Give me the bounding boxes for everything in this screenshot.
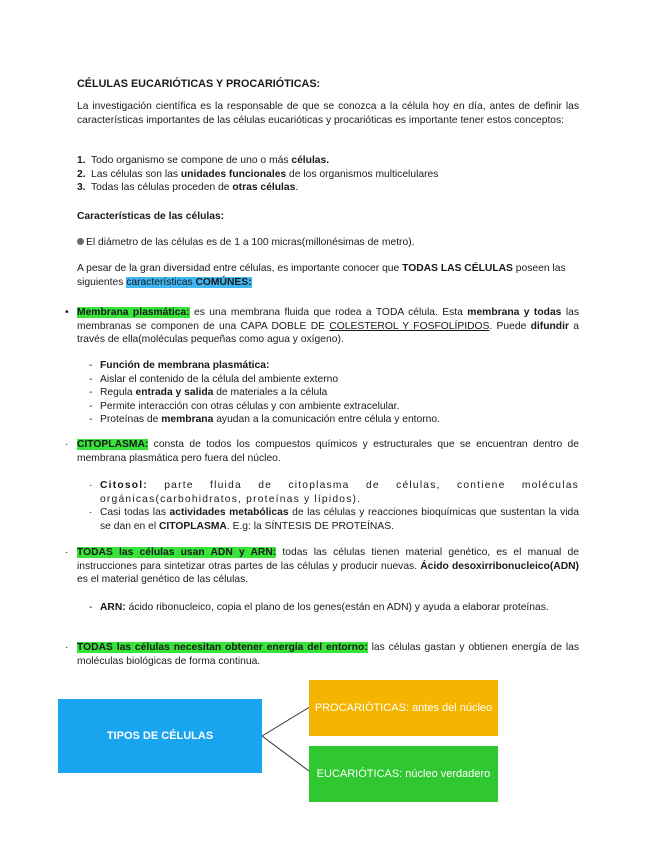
energia-section: · TODAS las células necesitan obtener energía del entorno: las células gastan y obtienen energía de las moléculas biológicas de forma continua. (65, 642, 579, 667)
highlight-blue: características COMÚNES: (126, 276, 252, 288)
prokaryotic-box: PROCARIÓTICAS: antes del núcleo (309, 680, 498, 736)
common-features-intro: A pesar de la gran diversidad entre células, es importante conocer que TODAS LAS CÉLULAS poseen las siguientes características COMÚNES: (77, 263, 566, 288)
highlight-green: Membrana plasmática: (77, 307, 190, 318)
eukaryotic-box: EUCARIÓTICAS: núcleo verdadero (309, 746, 498, 802)
highlight-green: TODAS las células usan ADN y ARN: (77, 547, 277, 558)
list-item: · Citosol: parte fluida de citoplasma de células, contiene moléculas orgánicas(carbohidratos, proteínas y lípidos). (89, 480, 579, 505)
diameter-line: El diámetro de las células es de 1 a 100 micras(millonésimas de metro). (77, 236, 415, 250)
list-item: - Regula entrada y salida de materiales a la célula (89, 387, 328, 399)
adn-section: · TODAS las células usan ADN y ARN: todas las células tienen material genético, es el manual de instrucciones para sintetizar otras partes de las células y producir nuevas. Ácido desoxirribonucleico(ADN) es el material genético de las células. (65, 547, 579, 586)
section-heading: Características de las células: (77, 211, 225, 222)
bullet-icon: · (65, 547, 69, 558)
citoplasma-section: · CITOPLASMA: consta de todos los compuestos químicos y estructurales que se encuentran dentro de membrana plasmática pero fuera del núcleo. (65, 439, 579, 464)
list-item: 1. Todo organismo se compone de uno o más células. (77, 155, 330, 166)
list-item: - Aislar el contenido de la célula del ambiente externo (89, 373, 339, 385)
bullet-icon: · (65, 439, 69, 450)
list-item: · Casi todas las actividades metabólicas de las células y reacciones bioquímicas que sustentan la vida se dan en el CITOPLASMA. E.g: la SÍNTESIS DE PROTEÍNAS. (89, 507, 579, 532)
highlight-green: CITOPLASMA: (77, 439, 149, 450)
list-item: - Permite interacción con otras células y con ambiente extracelular. (89, 400, 400, 412)
list-item: - Función de membrana plasmática: (89, 360, 270, 371)
bullet-icon: · (65, 642, 69, 653)
list-item: - ARN: ácido ribonucleico, copia el plano de los genes(están en ADN) y ayuda a elaborar proteínas. (89, 602, 549, 613)
highlight-green: TODAS las células necesitan obtener energía del entorno: (77, 642, 368, 653)
cell-types-box: TIPOS DE CÉLULAS (58, 699, 262, 773)
intro-paragraph: La investigación científica es la responsable de que se conozca a la célula hoy en día, antes de definir las características importantes de las células eucarióticas y procarióticas es importante tener estos conceptos: (77, 101, 579, 126)
page-title: CÉLULAS EUCARIÓTICAS Y PROCARIÓTICAS: (77, 78, 321, 90)
membrana-section: • Membrana plasmática: es una membrana fluida que rodea a TODA célula. Esta membrana y todas las membranas se componen de una CAPA DOBLE DE COLESTEROL Y FOSFOLÍPIDOS. Puede difundir a través de ella(moléculas pequeñas como agua y oxígeno). (65, 307, 580, 346)
bullet-icon: • (65, 307, 69, 318)
list-item: - Proteínas de membrana ayudan a la comunicación entre célula y entorno. (89, 414, 441, 426)
list-item: 2. Las células son las unidades funcionales de los organismos multicelulares (77, 168, 439, 180)
list-item: 3. Todas las células proceden de otras células. (77, 182, 299, 194)
